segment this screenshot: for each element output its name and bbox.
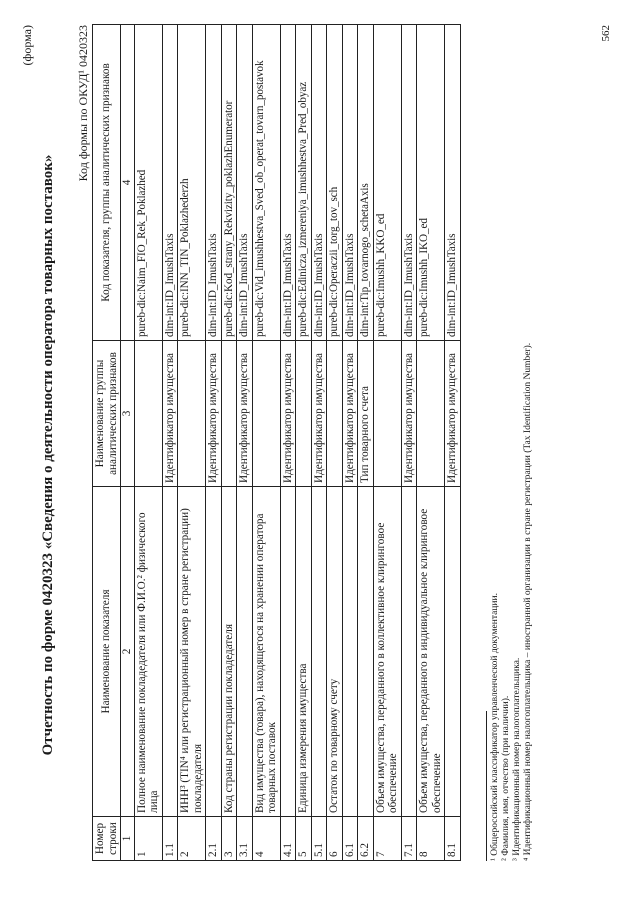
cell-num: 2 [178, 817, 206, 861]
cell-name [206, 487, 222, 817]
table-body [134, 25, 460, 861]
cell-code: dim-int:ID_ImushTaxis [342, 25, 358, 341]
table-row [206, 25, 222, 861]
cell-code: dim-int:ID_ImushTaxis [162, 25, 178, 341]
form-label: (форма) [20, 25, 34, 66]
cell-num: 4.1 [280, 817, 296, 861]
cell-group [417, 341, 445, 487]
cell-num: 6.2 [358, 817, 374, 861]
cell-name [358, 487, 374, 817]
cell-num: 2.1 [206, 817, 222, 861]
cell-code: dim-int:ID_ImushTaxis [445, 25, 461, 341]
cell-num: 5 [296, 817, 312, 861]
cell-code: pureb-dic:Operaczii_torg_tov_sch [327, 25, 343, 341]
table-row [311, 25, 327, 861]
cell-code: pureb-dic:Imushh_IKO_ed [417, 25, 445, 341]
table-row [221, 25, 237, 861]
column-number-row [121, 25, 135, 861]
cell-code: dim-int:Tip_tovarnogo_schetaAxis [358, 25, 374, 341]
cell-name [311, 487, 327, 817]
cell-num: 1.1 [162, 817, 178, 861]
table-row [373, 25, 401, 861]
column-header: Наименование показателя [93, 487, 121, 817]
cell-num: 3.1 [237, 817, 253, 861]
cell-code: pureb-dic:Naim_FIO_Rek_Poklazhed [134, 25, 162, 341]
cell-num: 5.1 [311, 817, 327, 861]
cell-name: Полное наименование покладедателя или Ф.И.О.² физического лица [134, 487, 162, 817]
cell-name [445, 487, 461, 817]
column-header: Наименование группы аналитических признаков [93, 341, 121, 487]
cell-code: dim-int:ID_ImushTaxis [311, 25, 327, 341]
cell-num: 6.1 [342, 817, 358, 861]
cell-group: Идентификатор имущества [237, 341, 253, 487]
cell-group: Идентификатор имущества [280, 341, 296, 487]
table-header-row [93, 25, 121, 861]
footnote: ³ Идентификационный номер налогоплательщика. [512, 657, 522, 861]
table-row [401, 25, 417, 861]
cell-num: 7 [373, 817, 401, 861]
cell-name: Остаток по товарному счету [327, 487, 343, 817]
cell-num: 7.1 [401, 817, 417, 861]
title-line: Отчетность по форме 0420323 «Сведения о деятельности оператора товарных поставок» [40, 154, 56, 756]
cell-group [178, 341, 206, 487]
table-row [134, 25, 162, 861]
table-row [252, 25, 280, 861]
cell-code: dim-int:ID_ImushTaxis [401, 25, 417, 341]
cell-group [221, 341, 237, 487]
cell-group [252, 341, 280, 487]
cell-group [134, 341, 162, 487]
cell-name: Вид имущества (товара), находящегося на хранении оператора товарных поставок [252, 487, 280, 817]
page-title [40, 25, 57, 885]
cell-group [327, 341, 343, 487]
column-number: 4 [121, 25, 135, 341]
cell-name: Код страны регистрации покладедателя [221, 487, 237, 817]
cell-num: 8.1 [445, 817, 461, 861]
cell-group: Идентификатор имущества [311, 341, 327, 487]
cell-group [296, 341, 312, 487]
cell-code: pureb-dic:Imushh_KKO_ed [373, 25, 401, 341]
cell-code: dim-int:ID_ImushTaxis [206, 25, 222, 341]
column-header: Номер строки [93, 817, 121, 861]
cell-num: 1 [134, 817, 162, 861]
cell-group: Идентификатор имущества [401, 341, 417, 487]
indicators-table [92, 24, 461, 861]
table-row [327, 25, 343, 861]
cell-code: dim-int:ID_ImushTaxis [280, 25, 296, 341]
table-row [178, 25, 206, 861]
cell-group [373, 341, 401, 487]
rotated-page [18, 25, 618, 885]
cell-num: 8 [417, 817, 445, 861]
table-row [358, 25, 374, 861]
cell-code: pureb-dic:Edinicza_izmereniya_imushhestva_Pred_obyaz [296, 25, 312, 341]
page-number: 562 [600, 25, 612, 42]
table-row [162, 25, 178, 861]
cell-name [162, 487, 178, 817]
cell-name: Объем имущества, переданного в индивидуальное клиринговое обеспечение [417, 487, 445, 817]
column-number: 2 [121, 487, 135, 817]
table-row [237, 25, 253, 861]
cell-name [280, 487, 296, 817]
footnotes [486, 343, 534, 861]
cell-group: Идентификатор имущества [342, 341, 358, 487]
column-number: 3 [121, 341, 135, 487]
cell-name: Единица измерения имущества [296, 487, 312, 817]
cell-group: Идентификатор имущества [445, 341, 461, 487]
cell-code: pureb-dic:INN_TIN_Poklazhederzh [178, 25, 206, 341]
table-row [296, 25, 312, 861]
cell-name [342, 487, 358, 817]
cell-group: Тип товарного счета [358, 341, 374, 487]
table-row [417, 25, 445, 861]
cell-num: 4 [252, 817, 280, 861]
table-row [342, 25, 358, 861]
table-row [280, 25, 296, 861]
cell-num: 3 [221, 817, 237, 861]
cell-name [401, 487, 417, 817]
column-header: Код показателя, группы аналитических признаков [93, 25, 121, 341]
footnote: ² Фамилия, имя, отчество (при наличии). [501, 695, 511, 861]
cell-name: Объем имущества, переданного в коллективное клиринговое обеспечение [373, 487, 401, 817]
cell-code: pureb-dic:Vid_imushhestva_Sved_ob_operat_tovarn_postavok [252, 25, 280, 341]
cell-group: Идентификатор имущества [162, 341, 178, 487]
cell-name: ИНН³ (TIN⁴ или регистрационный номер в стране регистрации) покладедателя [178, 487, 206, 817]
cell-num: 6 [327, 817, 343, 861]
footnote: ⁴ Идентификационный номер налогоплательщика – иностранной организации в стране регистрации (Tax Identification Number). [523, 342, 533, 861]
table-row [445, 25, 461, 861]
footnote: ¹ Общероссийский классификатор управленческой документации. [490, 593, 500, 861]
cell-group: Идентификатор имущества [206, 341, 222, 487]
column-number: 1 [121, 817, 135, 861]
cell-name [237, 487, 253, 817]
cell-code: pureb-dic:Kod_strany_Rekvizity_poklazhEnumerator [221, 25, 237, 341]
okud-code: Код формы по ОКУД¹ 0420323 [76, 25, 90, 182]
footnote-divider [486, 711, 487, 861]
cell-code: dim-int:ID_ImushTaxis [237, 25, 253, 341]
